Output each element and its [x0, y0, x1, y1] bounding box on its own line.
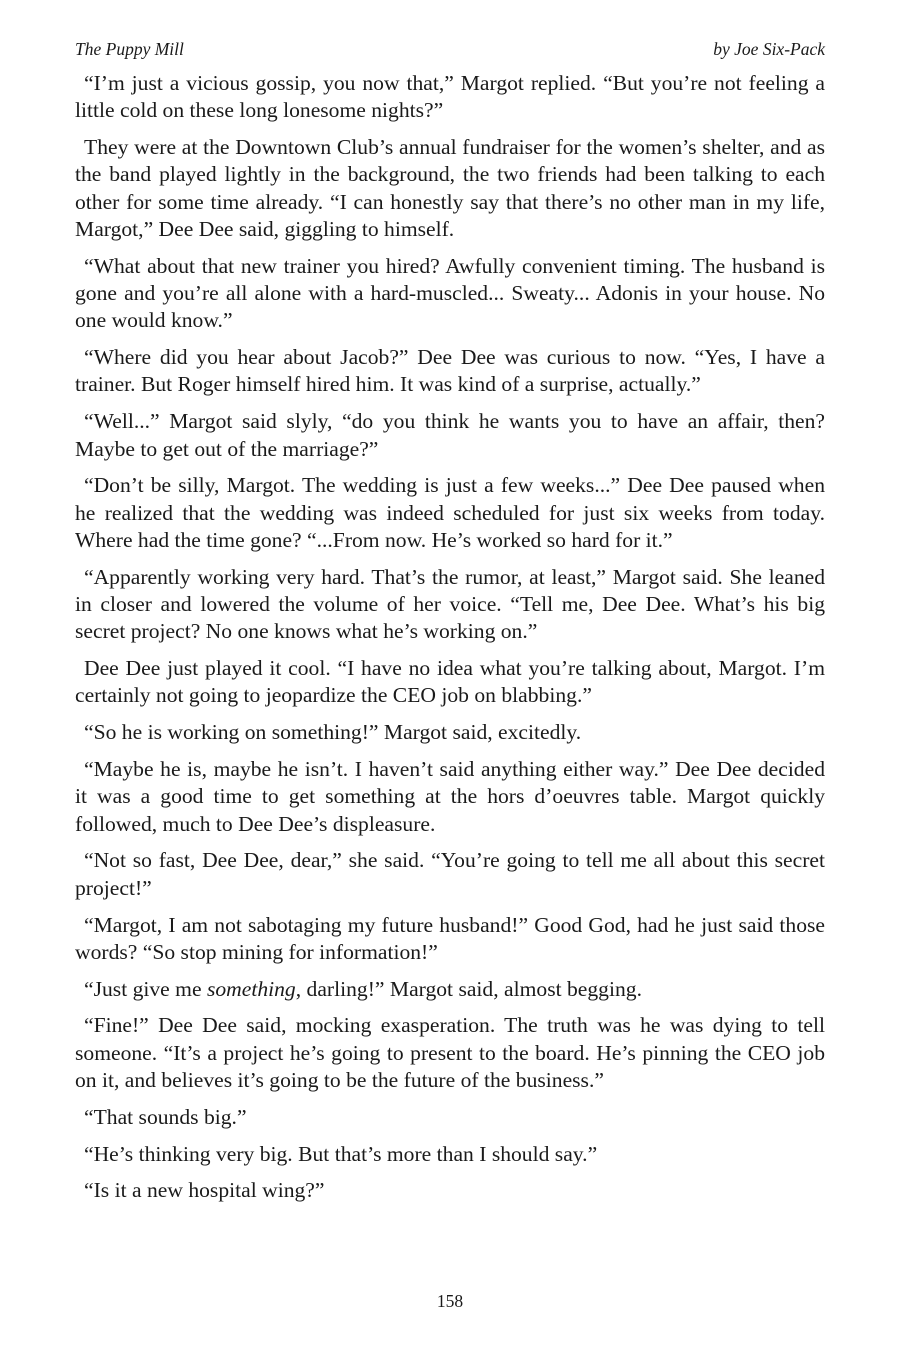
paragraph: They were at the Downtown Club’s annual fundraiser for the women’s shelter, and as the band played lightly in the background, the two friends had been talking to each other for some time already. “I can honestly say that there’s no other man in my life, Margot,” Dee Dee said, giggling to himself.: [75, 135, 825, 241]
paragraph: “He’s thinking very big. But that’s more than I should say.”: [84, 1141, 598, 1166]
paragraph: “Is it a new hospital wing?”: [84, 1178, 325, 1203]
page-number: 158: [436, 1291, 464, 1311]
paragraph: “Don’t be silly, Margot. The wedding is just a few weeks...” Dee Dee paused when he realized that the wedding was indeed scheduled for just six weeks from today. Where had the time gone? “...From now. He’s worked so hard for it.”: [75, 473, 825, 552]
paragraph: “Apparently working very hard. That’s the rumor, at least,” Margot said. She leaned in closer and lowered the volume of her voice. “Tell me, Dee Dee. What’s his big secret project? No one knows what he’s working on.”: [75, 564, 825, 644]
paragraph: “What about that new trainer you hired? Awfully convenient timing. The husband is gone and you’re all alone with a hard-muscled... Sweaty... Adonis in your house. No one would know.”: [75, 253, 825, 333]
paragraph: “Well...” Margot said slyly, “do you think he wants you to have an affair, then? Maybe to get out of the marriage?”: [75, 409, 825, 461]
running-header: [75, 36, 825, 62]
paragraph-with-emphasis: [75, 976, 825, 1003]
paragraph: “So he is working on something!” Margot said, excitedly.: [84, 720, 582, 745]
paragraph: Dee Dee just played it cool. “I have no idea what you’re talking about, Margot. I’m certainly not going to jeopardize the CEO job on blabbing.”: [75, 656, 825, 708]
paragraph: “Where did you hear about Jacob?” Dee Dee was curious to now. “Yes, I have a trainer. But Roger himself hired him. It was kind of a surprise, actually.”: [75, 345, 825, 397]
paragraph: “I’m just a vicious gossip, you now that,” Margot replied. “But you’re not feeling a little cold on these long lonesome nights?”: [75, 71, 825, 123]
book-title: The Puppy Mill: [75, 39, 184, 59]
paragraph-text: “Just give me: [84, 976, 207, 1001]
paragraph-text: , darling!” Margot said, almost begging.: [295, 976, 642, 1001]
paragraph: “Maybe he is, maybe he isn’t. I haven’t said anything either way.” Dee Dee decided it was a good time to get something at the hors d’oeuvres table. Margot quickly followed, much to Dee Dee’s displeasure.: [75, 757, 825, 836]
body-text: [75, 70, 825, 1214]
paragraph: “That sounds big.”: [84, 1104, 247, 1129]
author-name: by Joe Six-Pack: [713, 39, 825, 59]
paragraph: “Fine!” Dee Dee said, mocking exasperation. The truth was he was dying to tell someone. “It’s a project he’s going to present to the board. He’s pinning the CEO job on it, and believes it’s going to be the future of the business.”: [75, 1013, 825, 1092]
paragraph: “Margot, I am not sabotaging my future husband!” Good God, had he just said those words? “So stop mining for information!”: [75, 912, 825, 964]
paragraph: “Not so fast, Dee Dee, dear,” she said. “You’re going to tell me all about this secret project!”: [75, 848, 825, 900]
emphasized-word: something: [206, 976, 296, 1001]
